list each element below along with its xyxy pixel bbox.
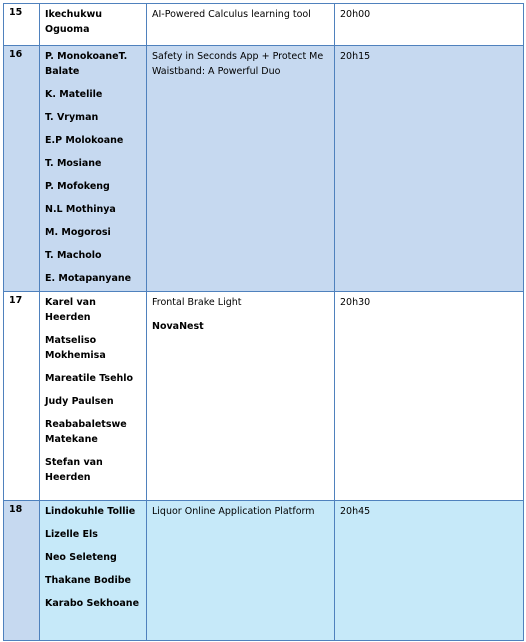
- project-cell: [147, 4, 335, 46]
- team-member-name: Judy Paulsen: [45, 396, 114, 407]
- team-member-name: M. Mogorosi: [45, 227, 111, 238]
- time-cell: [335, 501, 524, 641]
- team-member-name: Ikechukwu Oguoma: [45, 9, 103, 35]
- team-member-name: T. Macholo: [45, 250, 102, 261]
- team-member-name: K. Matelile: [45, 89, 103, 100]
- row-number: 17: [9, 295, 23, 306]
- team-names-cell: [40, 292, 147, 501]
- team-member-name: P. MonokoaneT. Balate: [45, 51, 128, 77]
- team-member-name: T. Vryman: [45, 112, 99, 123]
- table-row: [4, 292, 524, 501]
- time-cell: [335, 4, 524, 46]
- team-member-name: Matseliso Mokhemisa: [45, 335, 106, 361]
- row-number: 18: [9, 504, 23, 515]
- table-row: [4, 4, 524, 46]
- team-member-name: Lindokuhle Tollie: [45, 506, 136, 517]
- team-names-cell: [40, 4, 147, 46]
- row-number-cell: [4, 46, 40, 292]
- time-slot: 20h00: [340, 9, 371, 20]
- team-member-name: Thakane Bodibe: [45, 575, 131, 586]
- row-number: 15: [9, 7, 23, 18]
- time-slot: 20h45: [340, 506, 371, 517]
- team-names-cell: [40, 501, 147, 641]
- project-title: Liquor Online Application Platform: [152, 506, 315, 517]
- project-cell: [147, 501, 335, 641]
- project-title: Safety in Seconds App + Protect Me Waistband: A Powerful Duo: [152, 51, 324, 77]
- team-member-name: Stefan van Heerden: [45, 457, 103, 483]
- project-cell: [147, 292, 335, 501]
- team-member-name: Mareatile Tsehlo: [45, 373, 134, 384]
- row-number-cell: [4, 501, 40, 641]
- time-slot: 20h30: [340, 297, 371, 308]
- row-number-cell: [4, 4, 40, 46]
- project-cell: [147, 46, 335, 292]
- project-title: NovaNest: [152, 321, 204, 332]
- team-member-name: Lizelle Els: [45, 529, 98, 540]
- project-title: AI-Powered Calculus learning tool: [152, 9, 311, 20]
- team-member-name: P. Mofokeng: [45, 181, 110, 192]
- team-member-name: T. Mosiane: [45, 158, 102, 169]
- team-member-name: E.P Molokoane: [45, 135, 124, 146]
- time-cell: [335, 46, 524, 292]
- team-member-name: Karabo Sekhoane: [45, 598, 140, 609]
- table-row: [4, 46, 524, 292]
- team-member-name: Neo Seleteng: [45, 552, 117, 563]
- time-slot: 20h15: [340, 51, 371, 62]
- team-names-cell: [40, 46, 147, 292]
- schedule-table: [3, 3, 524, 641]
- row-number-cell: [4, 292, 40, 501]
- table-row: [4, 501, 524, 641]
- project-title: Frontal Brake Light: [152, 297, 242, 308]
- team-member-name: E. Motapanyane: [45, 273, 132, 284]
- team-member-name: Karel van Heerden: [45, 297, 96, 323]
- team-member-name: Reababaletswe Matekane: [45, 419, 127, 445]
- row-number: 16: [9, 49, 23, 60]
- time-cell: [335, 292, 524, 501]
- team-member-name: N.L Mothinya: [45, 204, 116, 215]
